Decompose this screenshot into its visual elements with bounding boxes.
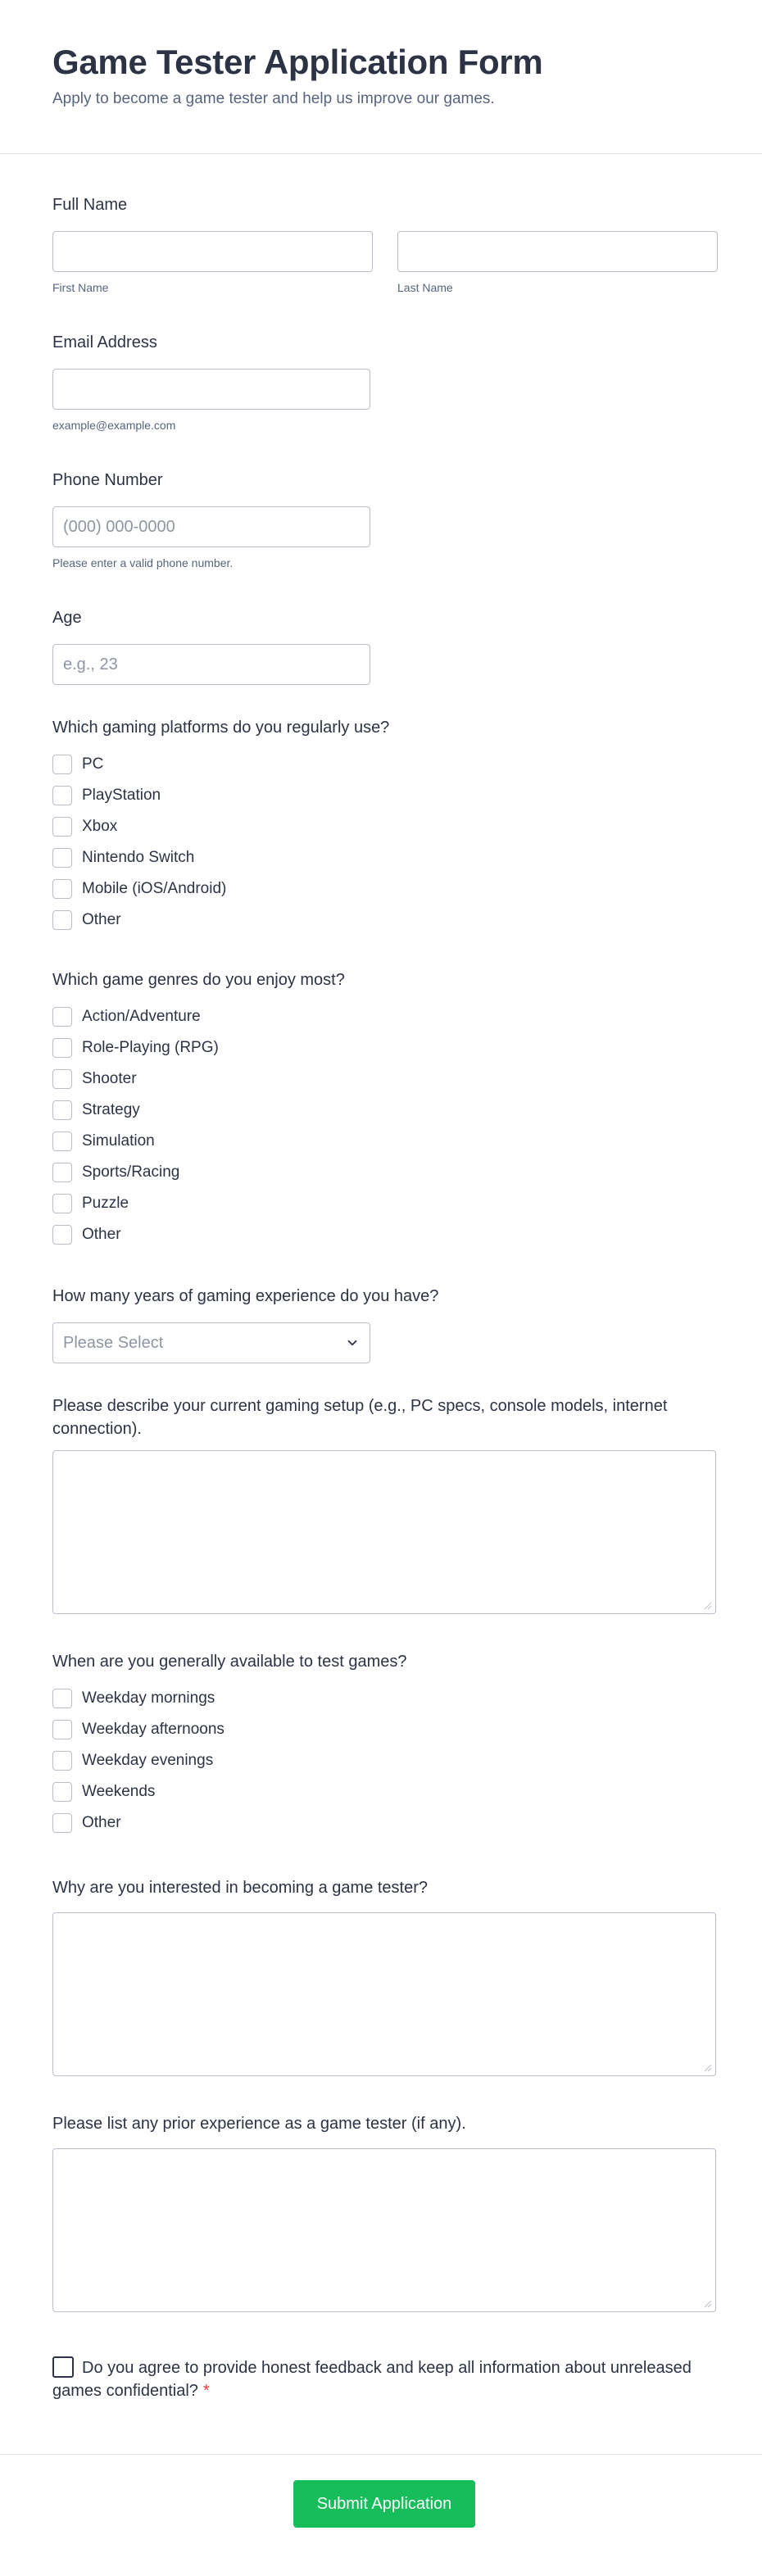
- phone-input[interactable]: (000) 000-0000: [52, 506, 370, 547]
- availability-option[interactable]: [52, 1683, 406, 1714]
- email-input[interactable]: [52, 369, 370, 410]
- email-sublabel: example@example.com: [52, 419, 176, 432]
- checkbox[interactable]: [52, 848, 72, 868]
- genre-option[interactable]: [52, 1032, 345, 1064]
- email-field: [52, 331, 370, 433]
- option-label: Nintendo Switch: [82, 849, 195, 866]
- platform-option[interactable]: [52, 749, 389, 780]
- last-name-input[interactable]: [397, 231, 718, 272]
- availability-option[interactable]: [52, 1776, 406, 1807]
- checkbox[interactable]: [52, 1720, 72, 1739]
- option-label: Weekday afternoons: [82, 1721, 225, 1738]
- platforms-options: [52, 749, 389, 936]
- age-input[interactable]: e.g., 23: [52, 644, 370, 685]
- required-marker: *: [202, 2382, 210, 2400]
- checkbox[interactable]: [52, 1813, 72, 1833]
- phone-field: [52, 469, 370, 570]
- full-name-label: Full Name: [52, 196, 128, 214]
- checkbox[interactable]: [52, 1038, 72, 1058]
- prior-experience-field: [52, 2112, 716, 2312]
- availability-option[interactable]: [52, 1714, 406, 1745]
- platform-option[interactable]: [52, 811, 389, 842]
- first-name-sublabel: First Name: [52, 281, 109, 294]
- checkbox[interactable]: [52, 1100, 72, 1120]
- checkbox[interactable]: [52, 817, 72, 837]
- option-label: Puzzle: [82, 1195, 129, 1212]
- checkbox[interactable]: [52, 1007, 72, 1027]
- checkbox[interactable]: [52, 786, 72, 805]
- genre-option[interactable]: [52, 1157, 345, 1188]
- full-name-field: [52, 193, 718, 295]
- availability-option[interactable]: [52, 1807, 406, 1839]
- agreement-field: [52, 2356, 716, 2402]
- option-label: Other: [82, 1814, 121, 1831]
- first-name-input[interactable]: [52, 231, 373, 272]
- chevron-down-icon: [345, 1336, 360, 1350]
- option-label: Action/Adventure: [82, 1008, 201, 1025]
- platform-option[interactable]: [52, 873, 389, 905]
- platforms-field: [52, 716, 389, 936]
- resize-handle-icon[interactable]: [704, 2064, 712, 2072]
- platforms-label: Which gaming platforms do you regularly use?: [52, 719, 390, 737]
- platform-option[interactable]: [52, 842, 389, 873]
- experience-selected-value: Please Select: [63, 1333, 164, 1352]
- checkbox[interactable]: [52, 1751, 72, 1771]
- experience-select[interactable]: [52, 1322, 370, 1363]
- option-label: Role-Playing (RPG): [82, 1039, 219, 1056]
- agreement-checkbox[interactable]: [52, 2356, 74, 2378]
- checkbox[interactable]: [52, 1163, 72, 1182]
- checkbox[interactable]: [52, 1132, 72, 1151]
- checkbox[interactable]: [52, 1069, 72, 1089]
- option-label: Simulation: [82, 1132, 155, 1150]
- availability-label: When are you generally available to test games?: [52, 1653, 407, 1671]
- interest-field: [52, 1876, 716, 2076]
- phone-sublabel: Please enter a valid phone number.: [52, 556, 234, 569]
- checkbox[interactable]: [52, 1689, 72, 1708]
- prior-experience-label: Please list any prior experience as a game tester (if any).: [52, 2115, 466, 2133]
- genre-option[interactable]: [52, 1126, 345, 1157]
- interest-label: Why are you interested in becoming a game tester?: [52, 1879, 429, 1897]
- form-subtitle: Apply to become a game tester and help us improve our games.: [52, 90, 495, 107]
- footer-divider: [0, 2454, 762, 2455]
- option-label: Weekends: [82, 1783, 156, 1800]
- checkbox[interactable]: [52, 1194, 72, 1213]
- option-label: Mobile (iOS/Android): [82, 880, 227, 897]
- setup-label: Please describe your current gaming setup (e.g., PC specs, console models, internet connection).: [52, 1397, 668, 1438]
- availability-options: [52, 1683, 406, 1839]
- age-field: [52, 606, 370, 685]
- genre-option[interactable]: [52, 1064, 345, 1095]
- last-name-sublabel: Last Name: [397, 281, 453, 294]
- option-label: Shooter: [82, 1070, 137, 1087]
- interest-textarea[interactable]: [52, 1912, 716, 2076]
- genre-option[interactable]: [52, 1219, 345, 1250]
- checkbox[interactable]: [52, 1225, 72, 1245]
- genre-option[interactable]: [52, 1001, 345, 1032]
- option-label: PlayStation: [82, 787, 161, 804]
- form-header: [0, 0, 762, 154]
- checkbox[interactable]: [52, 755, 72, 774]
- genre-option[interactable]: [52, 1188, 345, 1219]
- agreement-label: Do you agree to provide honest feedback and keep all information about unreleased games confidential?: [52, 2359, 692, 2400]
- phone-label: Phone Number: [52, 471, 163, 489]
- option-label: Xbox: [82, 818, 118, 835]
- genre-option[interactable]: [52, 1095, 345, 1126]
- age-label: Age: [52, 609, 82, 627]
- availability-option[interactable]: [52, 1745, 406, 1776]
- email-label: Email Address: [52, 333, 157, 351]
- option-label: Sports/Racing: [82, 1163, 180, 1181]
- checkbox[interactable]: [52, 910, 72, 930]
- submit-button[interactable]: Submit Application: [293, 2480, 475, 2528]
- prior-experience-textarea[interactable]: [52, 2148, 716, 2312]
- resize-handle-icon[interactable]: [704, 1602, 712, 1610]
- option-label: Strategy: [82, 1101, 140, 1118]
- checkbox[interactable]: [52, 879, 72, 899]
- option-label: Weekday evenings: [82, 1752, 214, 1769]
- experience-field: [52, 1285, 438, 1363]
- form-title: Game Tester Application Form: [52, 43, 543, 81]
- platform-option[interactable]: [52, 780, 389, 811]
- resize-handle-icon[interactable]: [704, 2300, 712, 2308]
- option-label: Weekday mornings: [82, 1689, 215, 1707]
- option-label: PC: [82, 755, 104, 773]
- genres-label: Which game genres do you enjoy most?: [52, 971, 345, 989]
- platform-option[interactable]: [52, 905, 389, 936]
- setup-textarea[interactable]: [52, 1450, 716, 1614]
- genres-options: [52, 1001, 345, 1250]
- option-label: Other: [82, 1226, 121, 1243]
- availability-field: [52, 1650, 406, 1839]
- option-label: Other: [82, 911, 121, 928]
- genres-field: [52, 968, 345, 1250]
- experience-label: How many years of gaming experience do you have?: [52, 1287, 439, 1305]
- checkbox[interactable]: [52, 1782, 72, 1802]
- setup-field: [52, 1395, 716, 1614]
